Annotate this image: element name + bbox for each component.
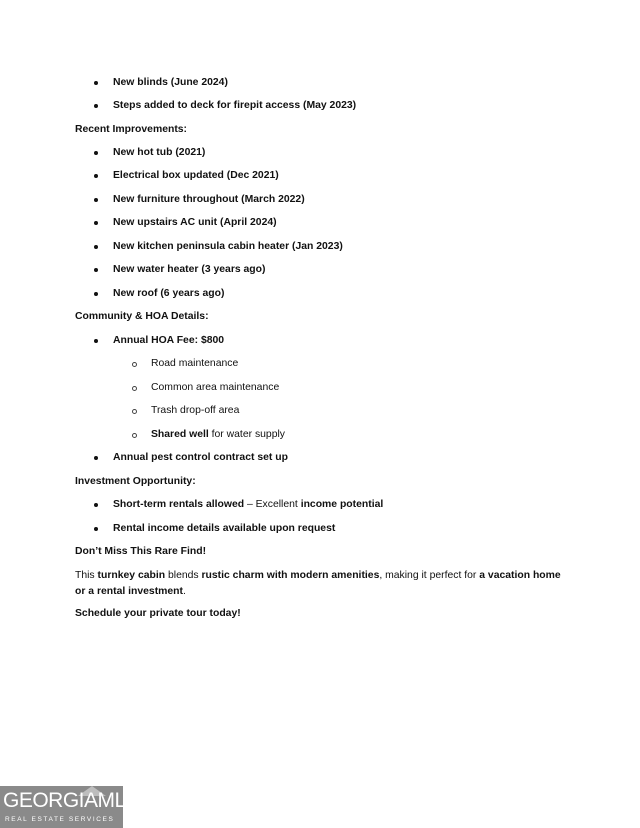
bullet-icon	[94, 503, 98, 507]
recent-improvements-heading: Recent Improvements:	[75, 124, 188, 135]
circle-bullet-icon	[132, 409, 137, 414]
bullet-icon	[94, 104, 98, 108]
bullet-icon	[94, 292, 98, 296]
closing-heading: Don’t Miss This Rare Find!	[75, 546, 207, 557]
bullet-icon	[94, 221, 98, 225]
circle-bullet-icon	[132, 433, 137, 438]
georgia-mls-logo: GEORGIAMLS REAL ESTATE SERVICES	[0, 786, 123, 828]
circle-bullet-icon	[132, 362, 137, 367]
bullet-icon	[94, 339, 98, 343]
bullet-icon	[94, 81, 98, 85]
investment-heading: Investment Opportunity:	[75, 476, 196, 487]
bullet-icon	[94, 527, 98, 531]
circle-bullet-icon	[132, 386, 137, 391]
call-to-action: Schedule your private tour today!	[75, 608, 241, 619]
community-heading: Community & HOA Details:	[75, 311, 209, 322]
bullet-icon	[94, 151, 98, 155]
bullet-icon	[94, 174, 98, 178]
bullet-icon	[94, 198, 98, 202]
closing-paragraph: This turnkey cabin blends rustic charm with modern amenities, making it perfect for a vacation home or a rental investment.	[75, 570, 561, 597]
bullet-icon	[94, 268, 98, 272]
bullet-icon	[94, 245, 98, 249]
bullet-icon	[94, 456, 98, 460]
